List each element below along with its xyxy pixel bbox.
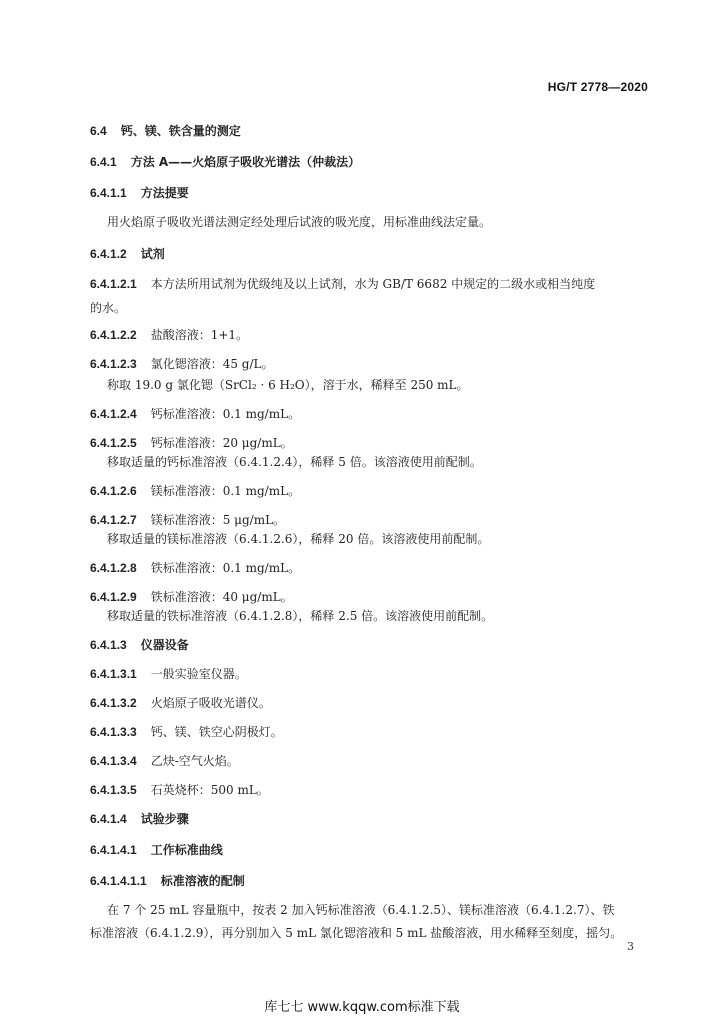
paragraph-line [90,299,126,316]
section-heading [90,872,245,889]
clause-text: 钙标准溶液：20 μg/mL。 [150,436,293,450]
section-heading [90,122,241,139]
standard-code: HG/T 2778—2020 [547,80,648,94]
page-number: 3 [627,940,634,953]
paragraph-line [90,588,293,605]
clause-text: 称取 19.0 g 氯化锶（SrCl₂ · 6 H₂O），溶于水，稀释至 250 mL。 [107,378,469,392]
clause-number: 6.4.1.2.3 [90,357,137,371]
section-heading [90,810,189,827]
paragraph-line [90,752,239,769]
clause-number: 6.4.1 [90,155,117,169]
clause-number: 6.4.1.1 [90,186,127,200]
paragraph-line [107,607,493,624]
clause-text: 钙、镁、铁空心阴极灯。 [150,725,283,739]
clause-text: 试验步骤 [140,812,189,826]
clause-text: 铁标准溶液：0.1 mg/mL。 [150,561,301,575]
clause-text: 盐酸溶液：1+1。 [150,328,249,342]
paragraph-line [90,781,269,798]
section-heading [90,636,189,653]
clause-text: 铁标准溶液：40 μg/mL。 [150,590,293,604]
paragraph-line [90,511,285,528]
paragraph-line [90,723,283,740]
footer-watermark: 库七七 www.kqqw.com标准下载 [264,1000,460,1015]
paragraph-line [90,924,622,941]
clause-number: 6.4.1.4 [90,812,127,826]
clause-text: 方法提要 [140,186,189,200]
clause-number: 6.4.1.3.5 [90,783,137,797]
paragraph-line [107,213,491,230]
clause-number: 6.4.1.2.6 [90,484,137,498]
section-heading [90,841,223,858]
clause-text: 氯化锶溶液：45 g/L。 [150,357,274,371]
clause-text: 石英烧杯：500 mL。 [150,783,269,797]
clause-number: 6.4.1.2.1 [90,277,137,291]
paragraph-line [90,434,293,451]
clause-number: 6.4.1.3.2 [90,696,137,710]
paragraph-line [90,355,274,372]
clause-number: 6.4.1.2.5 [90,436,137,450]
clause-number: 6.4.1.3.3 [90,725,137,739]
clause-number: 6.4.1.4.1 [90,843,137,857]
clause-text: 方法 A——火焰原子吸收光谱法（仲裁法） [130,155,361,169]
clause-text: 镁标准溶液：0.1 mg/mL。 [150,484,301,498]
paragraph-line [107,453,482,470]
clause-text: 移取适量的铁标准溶液（6.4.1.2.8），稀释 2.5 倍。该溶液使用前配制。 [107,609,494,623]
clause-text: 工作标准曲线 [150,843,223,857]
paragraph-line [90,482,300,499]
clause-number: 6.4.1.4.1.1 [90,874,147,888]
paragraph-line [90,559,300,576]
clause-number: 6.4.1.2.8 [90,561,137,575]
clause-number: 6.4.1.3.4 [90,754,137,768]
paragraph-line [107,376,469,393]
clause-number: 6.4 [90,124,107,138]
clause-text: 标准溶液（6.4.1.2.9），再分别加入 5 mL 氯化锶溶液和 5 mL 盐酸溶液，用水稀释至刻度，摇匀。 [90,926,623,940]
paragraph-line [90,665,247,682]
clause-text: 的水。 [90,301,127,315]
paragraph-line [107,530,489,547]
clause-text: 试剂 [140,247,165,261]
clause-text: 乙炔-空气火焰。 [150,754,239,768]
clause-text: 用火焰原子吸收光谱法测定经处理后试液的吸光度，用标准曲线法定量。 [107,215,492,229]
section-heading [90,153,360,170]
clause-text: 标准溶液的配制 [160,874,245,888]
clause-text: 钙标准溶液：0.1 mg/mL。 [150,407,301,421]
section-heading [90,245,165,262]
clause-number: 6.4.1.2.7 [90,513,137,527]
clause-text: 移取适量的镁标准溶液（6.4.1.2.6），稀释 20 倍。该溶液使用前配制。 [107,532,490,546]
clause-text: 镁标准溶液：5 μg/mL。 [150,513,286,527]
clause-number: 6.4.1.2 [90,247,127,261]
clause-text: 一般实验室仪器。 [150,667,247,681]
paragraph-line [90,694,271,711]
paragraph-line [107,901,614,918]
paragraph-line [90,405,300,422]
clause-number: 6.4.1.3 [90,638,127,652]
clause-number: 6.4.1.2.4 [90,407,137,421]
clause-text: 移取适量的钙标准溶液（6.4.1.2.4），稀释 5 倍。该溶液使用前配制。 [107,455,482,469]
section-heading [90,184,189,201]
paragraph-line [90,275,595,292]
clause-text: 仪器设备 [140,638,189,652]
paragraph-line [90,326,248,343]
clause-number: 6.4.1.2.2 [90,328,137,342]
clause-number: 6.4.1.3.1 [90,667,137,681]
clause-text: 在 7 个 25 mL 容量瓶中，按表 2 加入钙标准溶液（6.4.1.2.5）、镁标准溶液（6.4.1.2.7）、铁 [107,903,615,917]
clause-number: 6.4.1.2.9 [90,590,137,604]
clause-text: 本方法所用试剂为优级纯及以上试剂，水为 GB/T 6682 中规定的二级水或相当纯度 [150,277,596,291]
clause-text: 钙、镁、铁含量的测定 [120,124,241,138]
clause-text: 火焰原子吸收光谱仪。 [150,696,271,710]
